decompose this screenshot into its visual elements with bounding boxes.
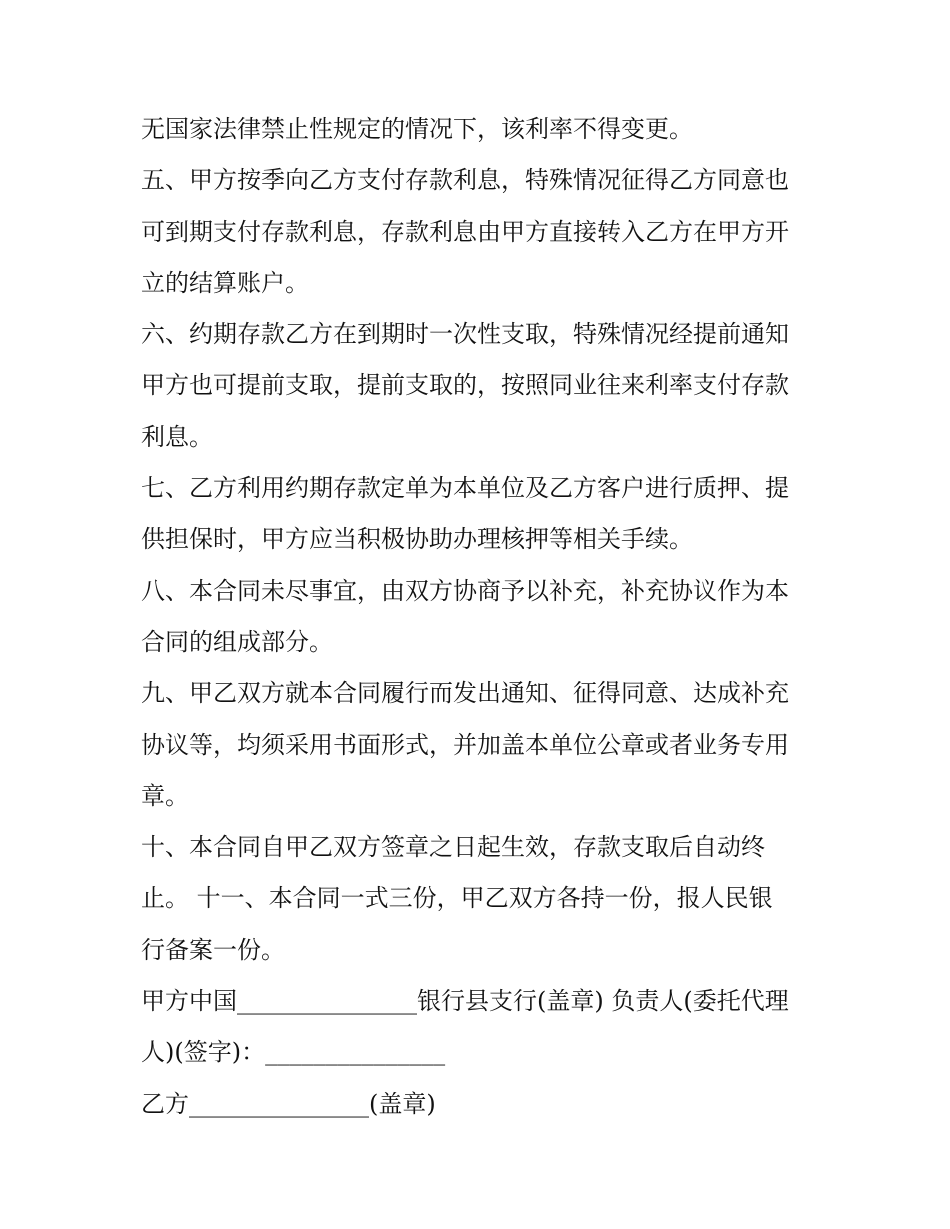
signature-line-party-a: 甲方中国_______________银行县支行(盖章) 负责人(委托代理 <box>141 987 789 1016</box>
text-line: 无国家法律禁止性规定的情况下，该利率不得变更。 <box>141 115 693 143</box>
text-line: 可到期支付存款利息，存款利息由甲方直接转入乙方在甲方开 <box>141 217 789 246</box>
text-line: 七、乙方利用约期存款定单为本单位及乙方客户进行质押、提 <box>141 474 789 503</box>
text-line: 五、甲方按季向乙方支付存款利息，特殊情况征得乙方同意也 <box>141 166 789 195</box>
text-line: 利息。 <box>141 422 213 451</box>
text-line: 八、本合同未尽事宜，由双方协商予以补充，补充协议作为本 <box>141 576 789 605</box>
text-line: 十、本合同自甲乙双方签章之日起生效，存款支取后自动终 <box>141 833 765 862</box>
signature-line-party-b: 乙方_______________(盖章) <box>141 1089 436 1118</box>
text-line: 六、约期存款乙方在到期时一次性支取，特殊情况经提前通知 <box>141 320 789 349</box>
text-line: 协议等，均须采用书面形式，并加盖本单位公章或者业务专用 <box>141 730 789 759</box>
text-line: 九、甲乙双方就本合同履行而发出通知、征得同意、达成补充 <box>141 679 789 708</box>
signature-line-party-a-signer: 人)(签字)：_______________ <box>141 1038 446 1067</box>
text-line: 甲方也可提前支取，提前支取的，按照同业往来利率支付存款 <box>141 371 789 400</box>
document-body <box>141 104 821 1130</box>
text-line: 行备案一份。 <box>141 935 285 964</box>
text-line: 合同的组成部分。 <box>141 627 333 656</box>
text-line: 立的结算账户。 <box>141 268 309 297</box>
text-line: 止。 十一、本合同一式三份，甲乙双方各持一份，报人民银 <box>141 884 773 913</box>
text-line: 供担保时，甲方应当积极协助办理核押等相关手续。 <box>141 525 693 554</box>
text-line: 章。 <box>141 781 189 810</box>
